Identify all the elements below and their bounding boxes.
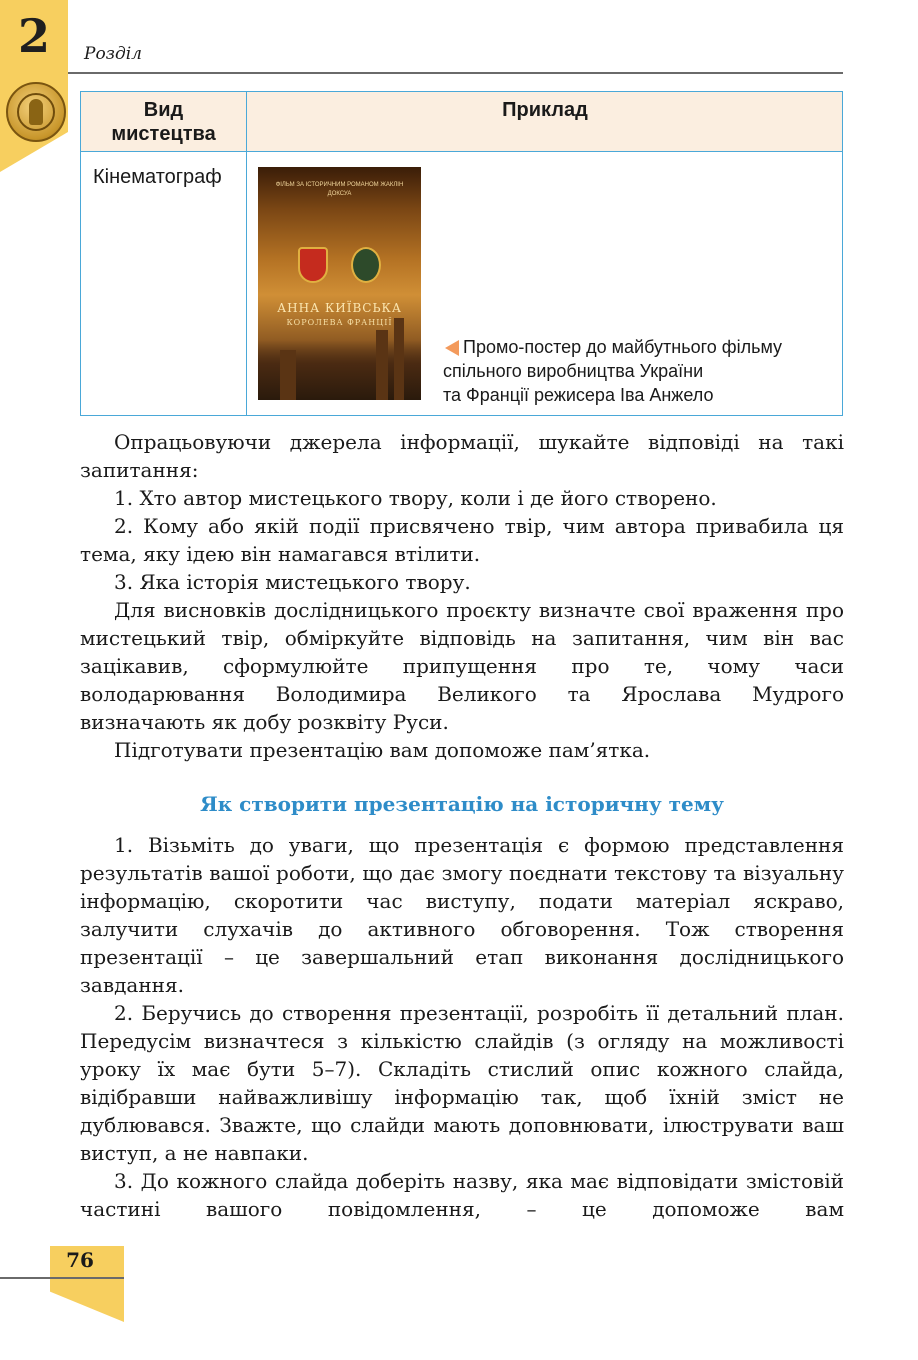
body-text-bottom	[80, 831, 844, 1223]
medallion-icon	[6, 82, 66, 142]
poster-title: АННА КИЇВСЬКА	[277, 301, 402, 315]
poster-tower	[376, 330, 388, 400]
caption-line: спільного виробництва України	[443, 361, 704, 381]
header-rule	[68, 72, 843, 74]
body-text-top	[80, 428, 844, 764]
footer-rule	[0, 1277, 124, 1279]
poster-tower	[280, 350, 296, 400]
paragraph: 3. До кожного слайда доберіть назву, яка має відповідати змістовій частині вашого повідомлення, – це допоможе вам	[80, 1169, 844, 1221]
chapter-number: 2	[17, 9, 50, 63]
paragraph: 1. Хто автор мистецького твору, коли і де його створено.	[114, 486, 717, 510]
poster-caption	[443, 335, 838, 407]
poster-subtitle: КОРОЛЕВА ФРАНЦІЇ	[286, 318, 393, 327]
paragraph: 1. Візьміть до уваги, що презентація є формою представлення результатів вашої роботи, що дає змогу поєднати текстову та візуальну інформацію, скоротити час виступу, подати матеріал яскраво, залучити слухачів до активного обговорення. Тож створення презентації – це завершальний етап виконання дослідницького завдання.	[80, 833, 844, 997]
crest-right-icon	[351, 247, 381, 283]
medallion-figure	[29, 99, 43, 125]
crest-left-icon	[298, 247, 328, 283]
paragraph: Опрацьовуючи джерела інформації, шукайте відповіді на такі запитання:	[80, 430, 844, 482]
art-kind-table	[80, 91, 843, 416]
film-poster-image	[258, 167, 421, 400]
header-example: Приклад	[502, 99, 588, 121]
paragraph: Для висновків дослідницького проєкту визначте свої враження про мистецький твір, обміркуйте відповідь на запитання, чим він вас зацікавив, сформулюйте припущення про те, чому часи володарювання Володимира Великого та Ярослава Мудрого визначають як добу розквіту Руси.	[80, 598, 844, 734]
chapter-label: Розділ	[84, 44, 142, 64]
caption-line: та Франції режисера Іва Анжело	[443, 385, 714, 405]
poster-tower	[394, 318, 404, 400]
column-divider	[246, 92, 247, 415]
page-number: 76	[66, 1248, 94, 1272]
paragraph: 2. Кому або якій події присвячено твір, чим автора привабила ця тема, яку ідею він намагався втілити.	[80, 514, 844, 566]
paragraph: Підготувати презентацію вам допоможе пам’ятка.	[114, 738, 651, 762]
section-title: Як створити презентацію на історичну тему	[200, 792, 724, 816]
cell-art-kind: Кінематограф	[93, 166, 222, 188]
caption-line: Промо-постер до майбутнього фільму	[463, 337, 783, 357]
paragraph: 3. Яка історія мистецького твору.	[114, 570, 471, 594]
paragraph: 2. Беручись до створення презентації, розробіть її детальний план. Передусім визначтеся з кількістю слайдів (з огляду на можливості уроку їх має бути 5–7). Складіть стислий опис кожного слайда, відібравши найважливішу інформацію так, щоб їхній зміст не дублювався. Зважте, що слайди мають доповнювати, ілюструвати ваш виступ, а не навпаки.	[80, 1001, 844, 1165]
poster-top-text: ФІЛЬМ ЗА ІСТОРИЧНИМ РОМАНОМ ЖАКЛІН ДОКСУА	[275, 182, 404, 197]
header-art-kind: Вид мистецтва	[111, 99, 216, 145]
